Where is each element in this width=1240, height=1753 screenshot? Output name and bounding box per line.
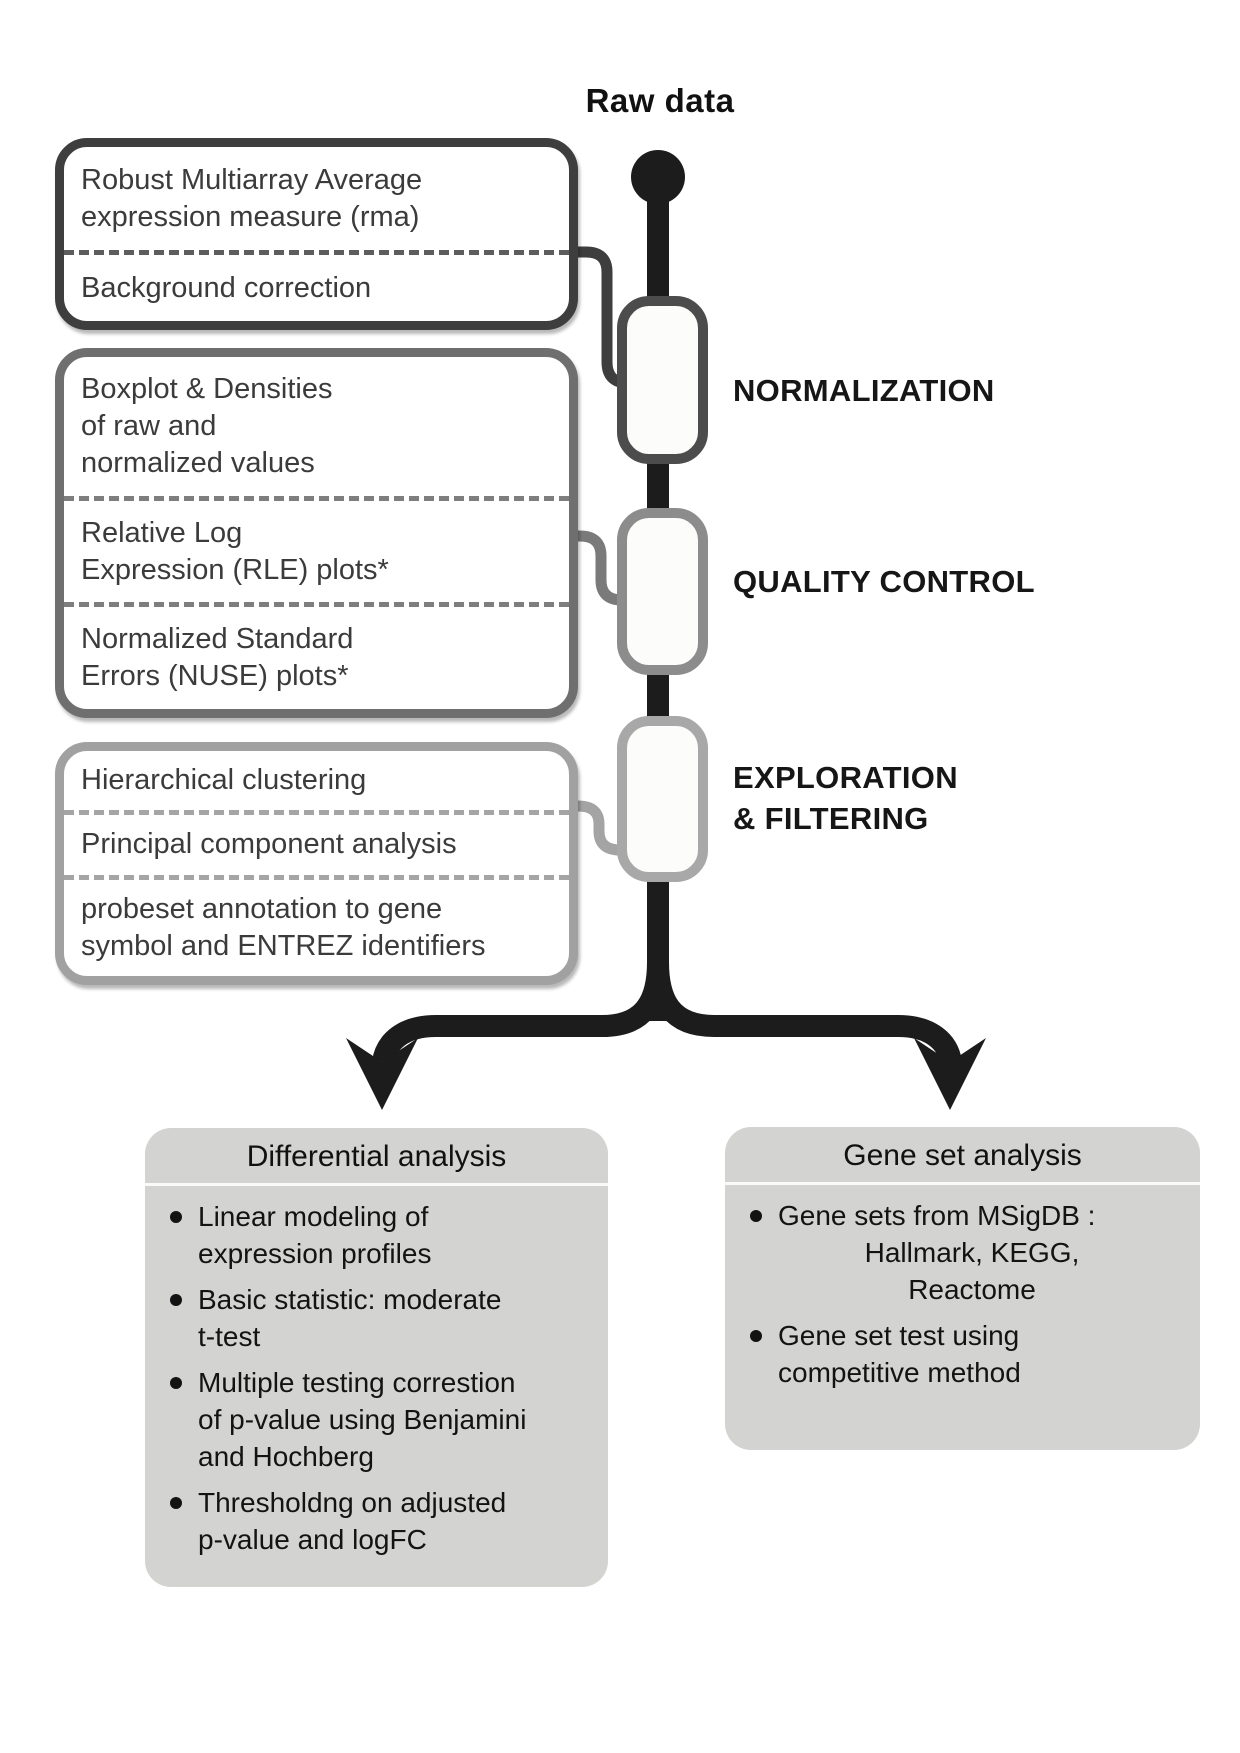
box-section	[64, 496, 569, 603]
stage-label-line: & FILTERING	[733, 801, 929, 836]
box-section	[64, 751, 569, 810]
box-line: expression measure (rma)	[81, 200, 420, 233]
stage-label-line: EXPLORATION	[733, 760, 958, 795]
bullet-line: competitive method	[778, 1357, 1021, 1388]
bullet-line: Reactome	[908, 1274, 1036, 1305]
box-line: probeset annotation to gene	[81, 892, 443, 925]
box-section	[64, 250, 569, 321]
stage-label-exploration	[733, 757, 958, 839]
box-line: Hierarchical clustering	[81, 764, 367, 797]
bullet-item	[741, 1317, 1192, 1391]
raw-data-label: Raw data	[585, 82, 735, 119]
box-section	[64, 875, 569, 976]
box-line: of raw and	[81, 409, 217, 442]
box-section	[64, 357, 569, 496]
bullet-list	[145, 1186, 608, 1558]
stage-box-exploration	[55, 742, 578, 985]
bullet-list	[725, 1185, 1200, 1391]
box-line: normalized values	[81, 446, 315, 479]
node-quality-control	[622, 513, 703, 670]
bullet-line: t-test	[198, 1321, 261, 1352]
bullet-item	[161, 1364, 600, 1475]
bullet-line: of p-value using Benjamini	[198, 1404, 527, 1435]
panel-title: Differential analysis	[145, 1128, 608, 1186]
bullet-line: and Hochberg	[198, 1441, 374, 1472]
bullet-line: Linear modeling of	[198, 1201, 429, 1232]
box-line: Principal component analysis	[81, 828, 457, 861]
box-section	[64, 602, 569, 709]
panel-title: Gene set analysis	[725, 1127, 1200, 1185]
box-section	[64, 810, 569, 874]
box-line: Normalized Standard	[81, 623, 354, 656]
bullet-line: Gene set test using	[778, 1320, 1020, 1351]
branch-arm-right	[658, 930, 951, 1062]
node-exploration	[622, 721, 703, 877]
stage-label-line: QUALITY CONTROL	[733, 564, 1035, 599]
bullet-line: Gene sets from MSigDB :	[778, 1200, 1096, 1231]
bullet-line: Thresholdng on adjusted	[198, 1487, 507, 1518]
bullet-item	[161, 1198, 600, 1272]
bullet-line: Hallmark, KEGG,	[864, 1237, 1080, 1268]
stage-box-quality-control	[55, 348, 578, 718]
box-line: Robust Multiarray Average	[81, 163, 423, 196]
box-line: symbol and ENTREZ identifiers	[81, 929, 486, 962]
stage-box-normalization	[55, 138, 578, 330]
bullet-line: Basic statistic: moderate	[198, 1284, 502, 1315]
box-section	[64, 147, 569, 250]
bullet-item	[161, 1484, 600, 1558]
box-line: Expression (RLE) plots*	[81, 553, 389, 586]
panel-differential-analysis	[145, 1128, 608, 1587]
node-normalization	[622, 301, 703, 459]
bullet-line: expression profiles	[198, 1238, 432, 1269]
box-line: Errors (NUSE) plots*	[81, 660, 349, 693]
box-line: Relative Log	[81, 516, 243, 549]
stage-label-quality-control	[733, 561, 1035, 602]
box-line: Background correction	[81, 271, 372, 304]
bullet-item	[741, 1197, 1192, 1308]
box-line: Boxplot & Densities	[81, 372, 333, 405]
panel-gene-set-analysis	[725, 1127, 1200, 1450]
bullet-line: Multiple testing correstion	[198, 1367, 516, 1398]
bullet-item	[161, 1281, 600, 1355]
bullet-line: p-value and logFC	[198, 1524, 427, 1555]
raw-data-dot	[631, 150, 685, 204]
stage-label-normalization	[733, 370, 995, 411]
stage-label-line: NORMALIZATION	[733, 373, 995, 408]
